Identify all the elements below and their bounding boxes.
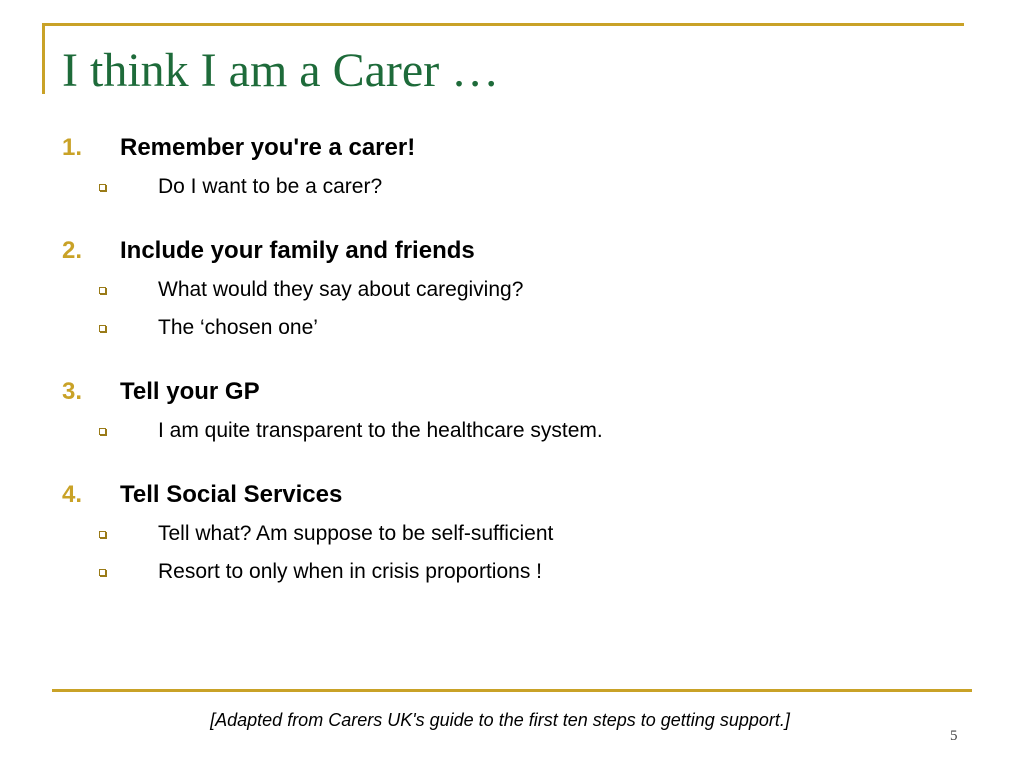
step-item (62, 128, 962, 206)
page-number: 5 (950, 728, 958, 744)
step-number: 4. (62, 481, 83, 508)
square-bullet-icon (62, 184, 158, 191)
step-label: Tell Social Services (120, 481, 343, 508)
step-number: 1. (62, 134, 83, 161)
square-bullet-icon (62, 325, 158, 332)
step-heading (62, 128, 962, 168)
footer-citation: [Adapted from Carers UK's guide to the first ten steps to getting support.] (210, 710, 790, 730)
square-bullet-icon (62, 287, 158, 294)
sub-point (62, 515, 962, 553)
step-heading (62, 475, 962, 515)
step-label: Include your family and friends (120, 237, 475, 264)
sub-point-text: What would they say about caregiving? (158, 278, 524, 301)
sub-point-text: I am quite transparent to the healthcare system. (158, 419, 603, 442)
step-label: Tell your GP (120, 378, 260, 405)
slide-title: I think I am a Carer … (62, 44, 500, 97)
sub-point-text: Do I want to be a carer? (158, 175, 383, 198)
frame-left-rule (42, 23, 45, 94)
square-bullet-icon (62, 569, 158, 576)
square-bullet-icon (62, 428, 158, 435)
footer-rule (52, 689, 972, 692)
sub-point (62, 553, 962, 591)
step-number: 3. (62, 378, 83, 405)
step-list (62, 128, 962, 616)
sub-point (62, 168, 962, 206)
sub-point-text: Tell what? Am suppose to be self-sufficient (158, 522, 554, 545)
sub-point-text: Resort to only when in crisis proportions ! (158, 560, 542, 583)
step-item (62, 475, 962, 591)
step-heading (62, 372, 962, 412)
step-number: 2. (62, 237, 83, 264)
sub-point (62, 412, 962, 450)
step-item (62, 372, 962, 450)
square-bullet-icon (62, 531, 158, 538)
step-item (62, 231, 962, 347)
frame-top-rule (42, 23, 964, 26)
sub-point (62, 271, 962, 309)
step-label: Remember you're a carer! (120, 134, 416, 161)
step-heading (62, 231, 962, 271)
sub-point-text: The ‘chosen one’ (158, 316, 318, 339)
sub-point (62, 309, 962, 347)
